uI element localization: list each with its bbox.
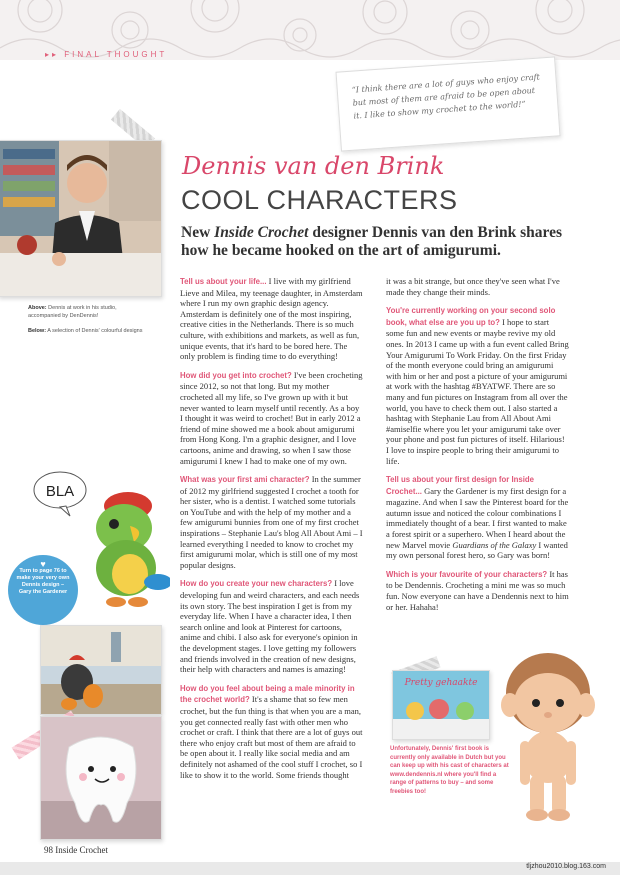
question: How do you create your new characters? [180,579,333,589]
answer: I love developing fun and weird characters, and each needs its own story. The best inspiration I get is from my everyday life. When I have a character idea, I then search online and look at Pinterest for cartoons, anime and chibi. I also ask for everyone's opinion in the development stages. I love getting my followers and friends involved in the creation of new designs, their help with characters and names is amazing! [180,578,360,675]
page-footer [44,845,108,855]
question: Tell us about your first design for Inside Crochet... [386,475,535,496]
pull-quote-card [335,56,560,151]
answer: I've been crocheting since 2012, so not that long. But my mother crocheted all my life, so I've grown up with it but never wanted to learn myself until recently. As a boy I thought it was weird to crochet! But in early 2012 a friend of mine showed me a book about amigurumi from Hong Kong. I'm a graphic designer, and I love cartoons, anime and drawing, so when I saw those amigurumi I knew I had to make one of my own. [180,369,363,466]
standfirst-pre: New [181,224,215,241]
designer-name: Dennis van den Brink [182,152,445,180]
dendennis-doll-image [488,645,608,825]
standfirst-magazine: Inside Crochet [214,224,309,241]
badge-text: Turn to page 76 to make your very own Dennis design – Gary the Gardener [16,568,70,595]
answer: I wanted my own personal forest hero, so Gary was born! [386,539,568,561]
book-caption: Unfortunately, Dennis' first book is currently only available in Dutch but you can keep up with his cast of characters at www.dendennis.nl where you'll find a range of patterns to buy – and some freebies too! [390,746,509,795]
qa-block [180,578,363,674]
question: You're currently working on your second solo book, what else are you up to? [386,306,556,327]
caption-text-above: Dennis at work in his studio, accompanied by DenDennis! [28,305,117,319]
article-column-2 [386,276,569,620]
speech-bubble-text: BLA [45,483,75,500]
page-number: 98 [44,845,53,855]
source-credit: tljzhou2010.blog.163.com [526,863,606,870]
qa-continuation: it was a bit strange, but once they've seen what I've made they change their minds. [386,276,560,297]
qa-block [386,569,569,612]
answer-emphasis: Guardians of the Galaxy [452,539,537,550]
qa-block [180,276,363,362]
magazine-name: Inside Crochet [55,845,108,855]
standfirst-post: designer Dennis van den Brink shares how he became hooked on the art of amigurumi. [181,224,562,259]
answer: In the summer of 2012 my girlfriend suggested I crochet a tooth for her sister, who is a dentist. I watched some tutorials on YouTube and with the help of my mother and a few amigurumi bunnies from one of my first crochet inspirations – Stephanie Lau's blog All About Ami – I learned everything I needed to know to crochet my first amigurumi molar, which is still one of my most popular designs. [180,474,363,570]
caption-label-below: Below: [28,327,47,334]
article-headline: COOL CHARACTERS [181,185,458,215]
answer: It's a shame that so few men crochet, but the fun thing is that when you are a man, you get connected really fast with other men who crochet or craft. I think that there are a lot of guys out there who enjoy craft but most of them are afraid to be open about it. I really like social media and am definitely not ashamed of the cool stuff I crochet, so I like to show it to the world. Some friends thought [180,694,363,780]
answer: It has to be Dendennis. Crocheting a mini me was so much fun. Now everyone can have a Dendennis next to him or her. Hahaha! [386,568,569,612]
rooster-amigurumi-photo [40,625,162,715]
book-title: Pretty gehaakte [404,678,478,688]
photo-caption [28,305,146,335]
caption-label-above: Above: [28,305,47,311]
book-cover-image [392,670,490,740]
answer: I live with my girlfriend Lieve and Milea, my teenage daughter, in Amsterdam where I run my own graphic design agency. Amsterdam is definitely one of the most inspiring, creative cities in the Netherlands. There is so much culture, with exhibitions and markets, as well as fun, unique events, that it's hard to be bored here. The only problem is finding time to do everything! [180,276,363,362]
article-column-1 [180,276,363,788]
answer: Gary the Gardener is my first design for a magazine. And when I saw the Pinterest board for the autumn issue and noticed the colour combinations I immediately thought of a bear. I first wanted to make a forest spirit or a superhero. When I heard about the new Marvel movie [386,485,569,550]
qa-block [180,474,363,570]
double-arrow-icon: ▸▸ [45,50,65,59]
kicker-text: FINAL THOUGHT [64,50,168,59]
dennis-portrait-photo [0,140,162,297]
qa-block [180,370,363,466]
qa-block [386,305,569,466]
article-standfirst [181,224,581,260]
question: Which is your favourite of your characters? [386,569,548,579]
question: How did you get into crochet? [180,370,292,380]
section-kicker [45,50,167,59]
qa-block [386,474,569,561]
caption-text-below: A selection of Dennis' colourful designs [46,327,143,334]
question: Tell us about your life... [180,277,267,286]
page-reference-badge [8,555,78,625]
question: How do you feel about being a male minority in the crochet world? [180,683,355,705]
heart-icon: ♥ [40,559,46,569]
pull-quote: “I think there are a lot of guys who enjoy craft but most of them are afraid to be open about it. I like to show my crochet to the world!” [351,72,541,121]
qa-block [180,683,363,780]
question: What was your first ami character? [180,475,310,485]
tooth-amigurumi-photo [40,716,162,840]
answer: I hope to start some fun and new events or maybe revive my old ones. In 2013 I came up with a fun event called Bring Your Amigurumi To Work Friday. On the first Friday of the month everyone could bring an amigurumi with him or her and post a picture of your amigurumi at work with the hashtag #BYATWF. There are so many and fun pictures on Instagram from all over the world, you have to check them out. I also started a hashtag with Stephanie Lau from All About Ami #amiselfie where you let your amigurumi take over your phone and post fun pictures of itself. Hilarious! I love to inspire people to bring their amigurumi to life. [386,316,569,466]
